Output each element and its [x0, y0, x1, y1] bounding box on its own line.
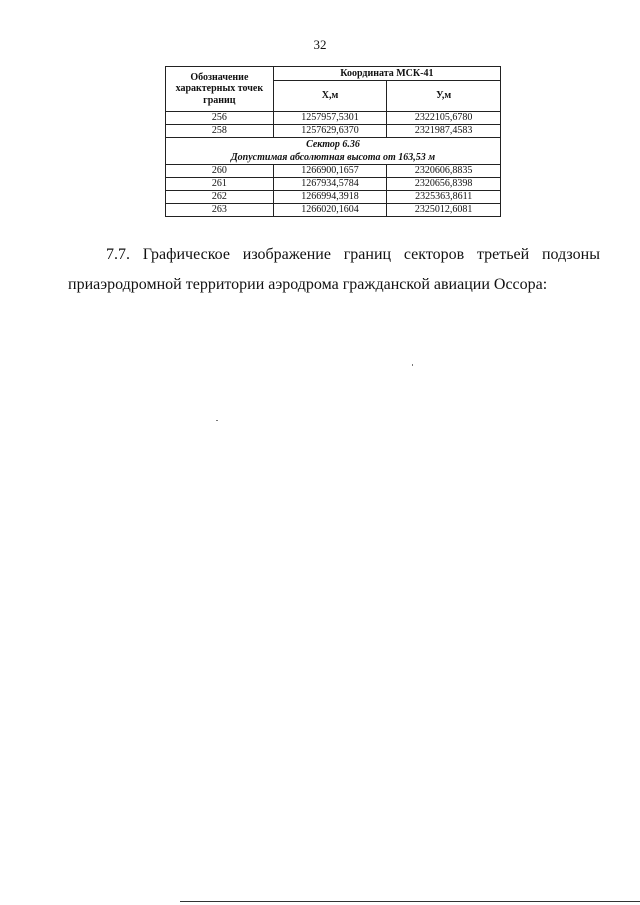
- cell-x: 1257957,5301: [273, 112, 387, 125]
- table-header-row: [166, 67, 501, 81]
- paragraph-word: третьей: [476, 246, 530, 263]
- paragraph-word: секторов: [403, 246, 465, 263]
- sector-title: Сектор 6.36: [306, 139, 360, 150]
- sector-height: Допустимая абсолютная высота от 163,53 м: [230, 152, 436, 163]
- header-point: Обозначение характерных точек границ: [166, 67, 274, 112]
- paragraph-word: подзоны: [541, 246, 600, 263]
- header-coord: Координата МСК-41: [273, 67, 500, 81]
- bottom-edge-line: [180, 901, 640, 902]
- table-row: [166, 112, 501, 125]
- scan-speck: [216, 420, 218, 421]
- header-x: Х,м: [273, 81, 387, 112]
- page-number: 32: [313, 37, 327, 52]
- paragraph-line-1: [68, 240, 600, 270]
- cell-point: 262: [166, 191, 274, 204]
- scan-speck: [412, 364, 413, 366]
- paragraph-7-7: [68, 240, 600, 300]
- table-row: [166, 125, 501, 138]
- cell-point: 263: [166, 204, 274, 217]
- sector-cell: [166, 138, 501, 165]
- paragraph-word: 7.7.: [106, 246, 130, 263]
- table-row: [166, 204, 501, 217]
- table-row: [166, 178, 501, 191]
- paragraph-word: Графическое: [142, 246, 230, 263]
- cell-point: 261: [166, 178, 274, 191]
- cell-x: 1266900,1657: [273, 165, 387, 178]
- cell-y: 2320606,8835: [387, 165, 501, 178]
- cell-x: 1267934,5784: [273, 178, 387, 191]
- cell-y: 2321987,4583: [387, 125, 501, 138]
- paragraph-line-2: приаэродромной территории аэродрома гражданской авиации Оссора:: [68, 276, 548, 293]
- header-y: У,м: [387, 81, 501, 112]
- cell-y: 2320656,8398: [387, 178, 501, 191]
- coordinates-table: [165, 66, 501, 217]
- cell-y: 2325363,8611: [387, 191, 501, 204]
- cell-point: 256: [166, 112, 274, 125]
- paragraph-word: границ: [343, 246, 392, 263]
- cell-y: 2325012,6081: [387, 204, 501, 217]
- cell-point: 260: [166, 165, 274, 178]
- cell-x: 1266020,1604: [273, 204, 387, 217]
- sector-row: [166, 138, 501, 165]
- cell-y: 2322105,6780: [387, 112, 501, 125]
- paragraph-word: изображение: [242, 246, 331, 263]
- table-row: [166, 165, 501, 178]
- cell-point: 258: [166, 125, 274, 138]
- cell-x: 1257629,6370: [273, 125, 387, 138]
- cell-x: 1266994,3918: [273, 191, 387, 204]
- table-row: [166, 191, 501, 204]
